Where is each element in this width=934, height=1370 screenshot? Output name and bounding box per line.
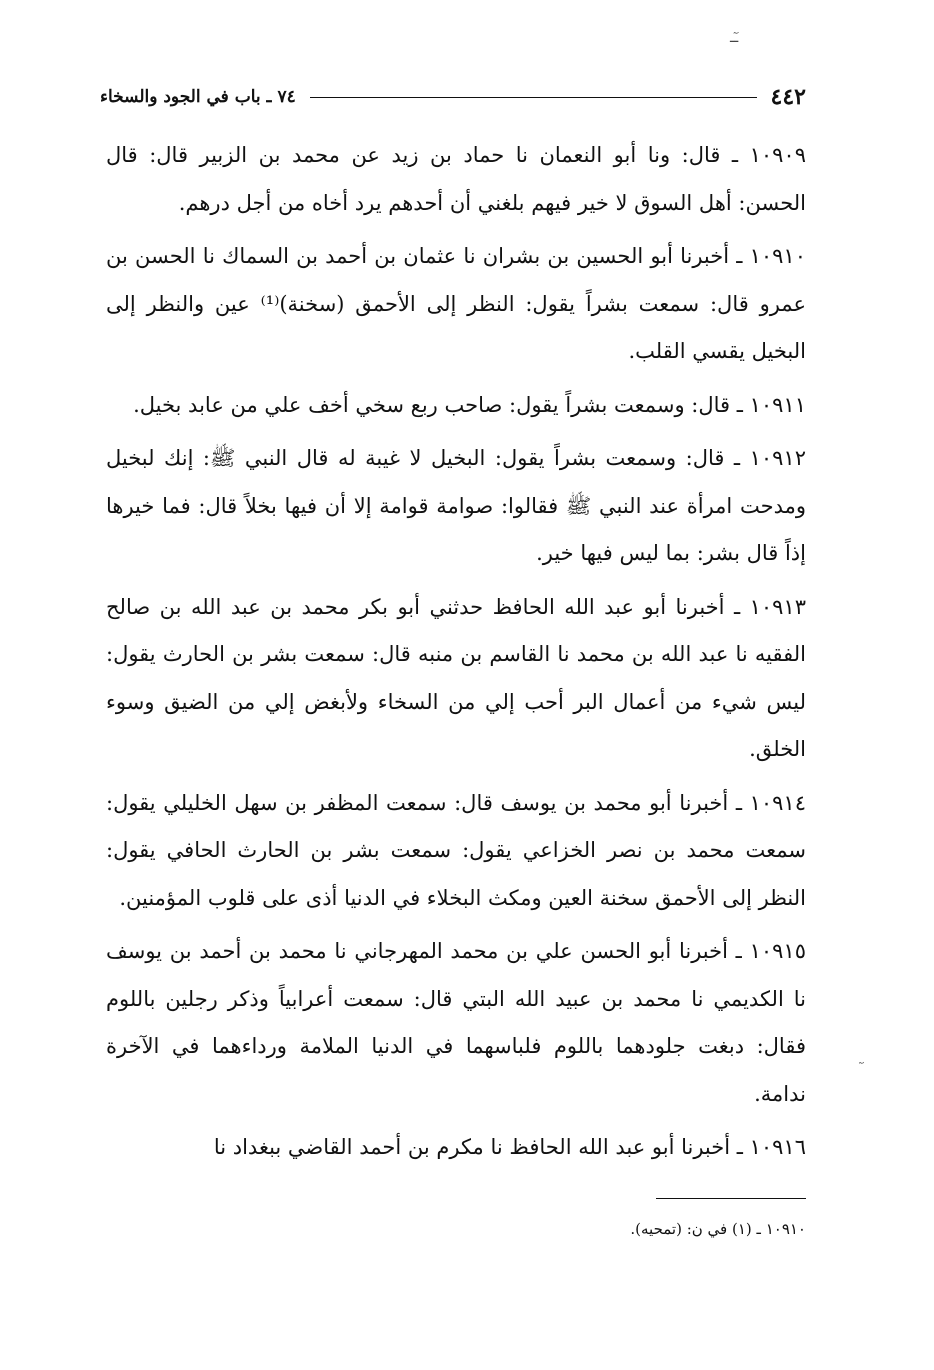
entry-10909: ١٠٩٠٩ ـ قال: ونا أبو النعمان نا حماد بن زيد عن محمد بن الزبير قال: قال الحسن: أهل السوق لا خير فيهم بلغني أن أحدهم يرد أخاه من أجل درهم.	[106, 143, 806, 215]
scan-mark: ـٓـ	[730, 30, 739, 46]
footnote: ١٠٩١٠ ـ (١) في ن: (تمحيه).	[630, 1220, 806, 1238]
entry-10910: ١٠٩١٠ ـ أخبرنا أبو الحسين بن بشران نا عثمان بن أحمد بن السماك نا الحسن بن عمرو قال: سمعت بشراً يقول: النظر إلى الأحمق (سخنة)⁽¹⁾ عين والنظر إلى البخيل يقسي القلب.	[106, 244, 806, 363]
entry-10912: ١٠٩١٢ ـ قال: وسمعت بشراً يقول: البخيل لا غيبة له قال النبي ﷺ: إنك لبخيل ومدحت امرأة عند النبي ﷺ فقالوا: صوامة قوامة إلا أن فيها بخلاً قال: فما خيرها إذاً قال بشر: بما ليس فيها خير.	[106, 446, 806, 565]
page-number: ٤٤٢	[770, 84, 806, 110]
header-rule	[310, 97, 757, 98]
main-text	[106, 132, 806, 1178]
entry-10914: ١٠٩١٤ ـ أخبرنا أبو محمد بن يوسف قال: سمعت المظفر بن سهل الخليلي يقول: سمعت محمد بن نصر الخزاعي يقول: سمعت بشر بن الحارث الحافي يقول: النظر إلى الأحمق سخنة العين ومكث البخلاء في الدنيا أذى على قلوب المؤمنين.	[106, 790, 806, 910]
chapter-title: ٧٤ ـ باب في الجود والسخاء	[100, 87, 296, 107]
entry-10916: ١٠٩١٦ ـ أخبرنا أبو عبد الله الحافظ نا مكرم بن أحمد القاضي ببغداد نا	[213, 1135, 806, 1159]
entry-10915: ١٠٩١٥ ـ أخبرنا أبو الحسن علي بن محمد المهرجاني نا محمد بن أحمد بن يوسف نا الكديمي نا محمد بن عبيد الله البتي قال: سمعت أعرابياً وذكر رجلين باللوم فقال: دبغت جلودهما باللوم فلباسهما في الدنيا الملامة ورداءهما في الآخرة ندامة.	[106, 939, 806, 1106]
entry-10913: ١٠٩١٣ ـ أخبرنا أبو عبد الله الحافظ حدثني أبو بكر محمد بن عبد الله بن صالح الفقيه نا عبد الله بن محمد نا القاسم بن منبه قال: سمعت بشر بن الحارث يقول: ليس شيء من أعمال البر أحب إلي من السخاء ولأبغض إلي من الضيق وسوء الخلق.	[106, 594, 806, 761]
entry-10911: ١٠٩١١ ـ قال: وسمعت بشراً يقول: صاحب ربع سخي أخف علي من عابد بخيل.	[133, 392, 806, 417]
running-header	[100, 80, 806, 114]
footnote-rule	[656, 1198, 806, 1199]
